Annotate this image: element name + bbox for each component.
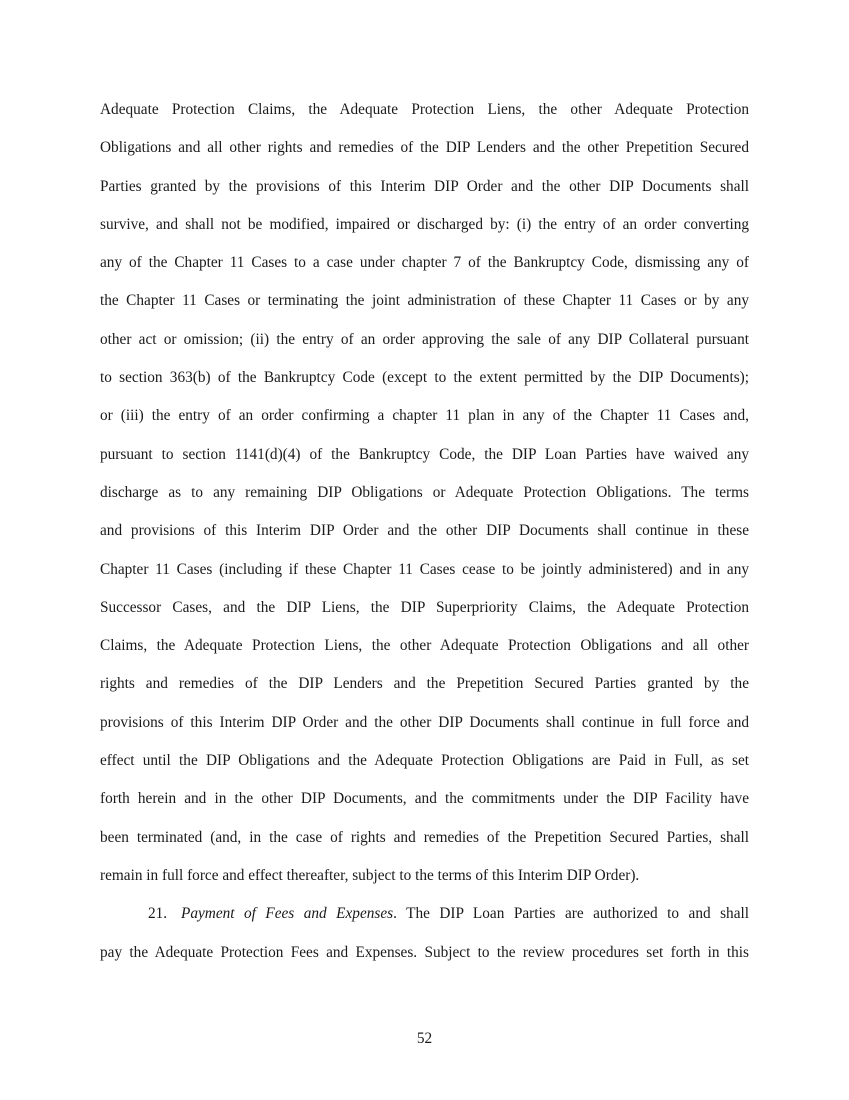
text-line: Obligations and all other rights and remedies of the DIP Lenders and the other Prepetition Secured xyxy=(100,139,749,157)
page-number: 52 xyxy=(416,1030,433,1047)
body-text xyxy=(100,97,749,978)
text-line: the Chapter 11 Cases or terminating the joint administration of these Chapter 11 Cases or by any xyxy=(100,292,749,310)
text-line: been terminated (and, in the case of rights and remedies of the Prepetition Secured Parties, shall xyxy=(100,828,749,846)
text-line: other act or omission; (ii) the entry of an order approving the sale of any DIP Collateral pursuant xyxy=(100,330,749,348)
text-line: to section 363(b) of the Bankruptcy Code (except to the extent permitted by the DIP Documents); xyxy=(100,369,749,387)
text-line: Claims, the Adequate Protection Liens, the other Adequate Protection Obligations and all other xyxy=(100,637,749,655)
paragraph-number: 21. xyxy=(148,905,168,923)
text-line: rights and remedies of the DIP Lenders and the Prepetition Secured Parties granted by the xyxy=(100,675,749,693)
text-line: Successor Cases, and the DIP Liens, the DIP Superpriority Claims, the Adequate Protection xyxy=(100,598,749,616)
text-line: Adequate Protection Claims, the Adequate Protection Liens, the other Adequate Protection xyxy=(100,101,749,118)
text-line: survive, and shall not be modified, impaired or discharged by: (i) the entry of an order converting xyxy=(100,215,749,233)
text-line: pursuant to section 1141(d)(4) of the Bankruptcy Code, the DIP Loan Parties have waived any xyxy=(100,445,749,463)
paragraph-21-first-line xyxy=(100,901,749,939)
text-line: and provisions of this Interim DIP Order and the other DIP Documents shall continue in these xyxy=(100,522,749,540)
paragraph-text: . The DIP Loan Parties are authorized to and shall xyxy=(393,905,749,923)
text-line: provisions of this Interim DIP Order and the other DIP Documents shall continue in full force and xyxy=(100,713,749,731)
text-line: discharge as to any remaining DIP Obligations or Adequate Protection Obligations. The terms xyxy=(100,483,749,501)
text-line: or (iii) the entry of an order confirming a chapter 11 plan in any of the Chapter 11 Cases and, xyxy=(100,407,749,425)
text-line: any of the Chapter 11 Cases to a case under chapter 7 of the Bankruptcy Code, dismissing any of xyxy=(100,254,749,272)
text-line: Chapter 11 Cases (including if these Chapter 11 Cases cease to be jointly administered) and in any xyxy=(100,560,749,578)
paragraph-heading: Payment of Fees and Expenses xyxy=(181,905,394,923)
text-line: Parties granted by the provisions of this Interim DIP Order and the other DIP Documents shall xyxy=(100,177,749,195)
text-line: effect until the DIP Obligations and the Adequate Protection Obligations are Paid in Full, as set xyxy=(100,752,749,770)
text-line: pay the Adequate Protection Fees and Expenses. Subject to the review procedures set forth in this xyxy=(100,943,749,961)
text-line: forth herein and in the other DIP Documents, and the commitments under the DIP Facility have xyxy=(100,790,749,808)
text-line: remain in full force and effect thereafter, subject to the terms of this Interim DIP Order). xyxy=(100,866,640,884)
